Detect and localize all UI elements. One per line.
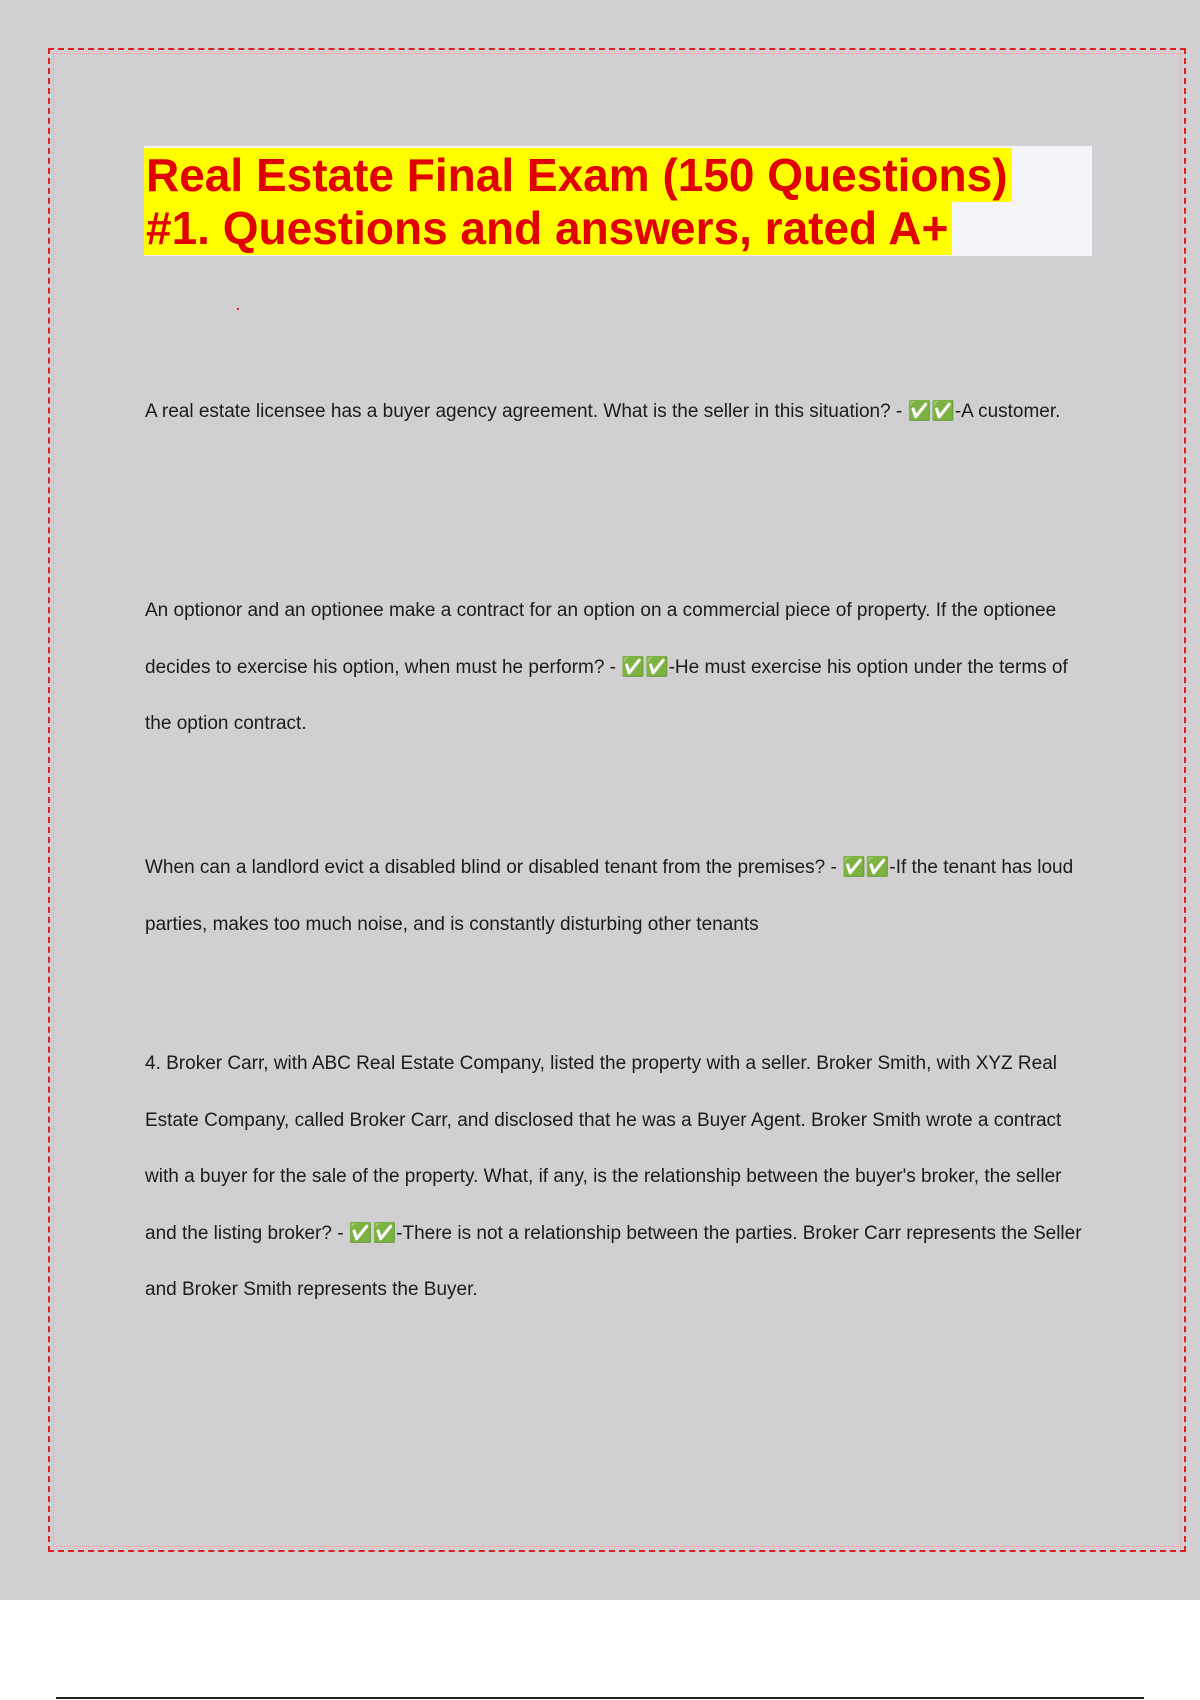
qa-text: 4. Broker Carr, with ABC Real Estate Company, listed the property with a seller. Broker Smith, with XYZ Real Estate Company, called Broker Carr, and disclosed that he was a Buyer Agent. Broker Smith wrote a contract with a buyer for the sale of the property. What, if any, is the relationship between the buyer's broker, the seller and the listing broker? - ✅✅-There is not a relationship between the parties. Broker Carr represents the Seller and Broker Smith represents the Buyer. <box>145 1053 1082 1300</box>
qa-text: An optionor and an optionee make a contract for an option on a commercial piece of property. If the optionee decides to exercise his option, when must he perform? - ✅✅-He must exercise his option under the terms of the option contract. <box>145 600 1068 734</box>
qa-text: When can a landlord evict a disabled blind or disabled tenant from the premises? - ✅✅-If the tenant has loud parties, makes too much noise, and is constantly disturbing other tenants <box>145 857 1074 935</box>
qa-text: A real estate licensee has a buyer agency agreement. What is the seller in this situation? - ✅✅-A customer. <box>145 401 1061 422</box>
title-block <box>144 146 1092 256</box>
document-title-line-1: Real Estate Final Exam (150 Questions) <box>144 148 1012 202</box>
red-dot-mark <box>237 308 239 310</box>
qa-item <box>145 583 1090 753</box>
footer-rule <box>56 1697 1144 1699</box>
qa-item <box>145 384 1090 441</box>
qa-item <box>145 840 1090 953</box>
page-border <box>48 48 1186 1552</box>
document-title-line-2: #1. Questions and answers, rated A+ <box>144 201 952 255</box>
qa-item <box>145 1036 1090 1319</box>
